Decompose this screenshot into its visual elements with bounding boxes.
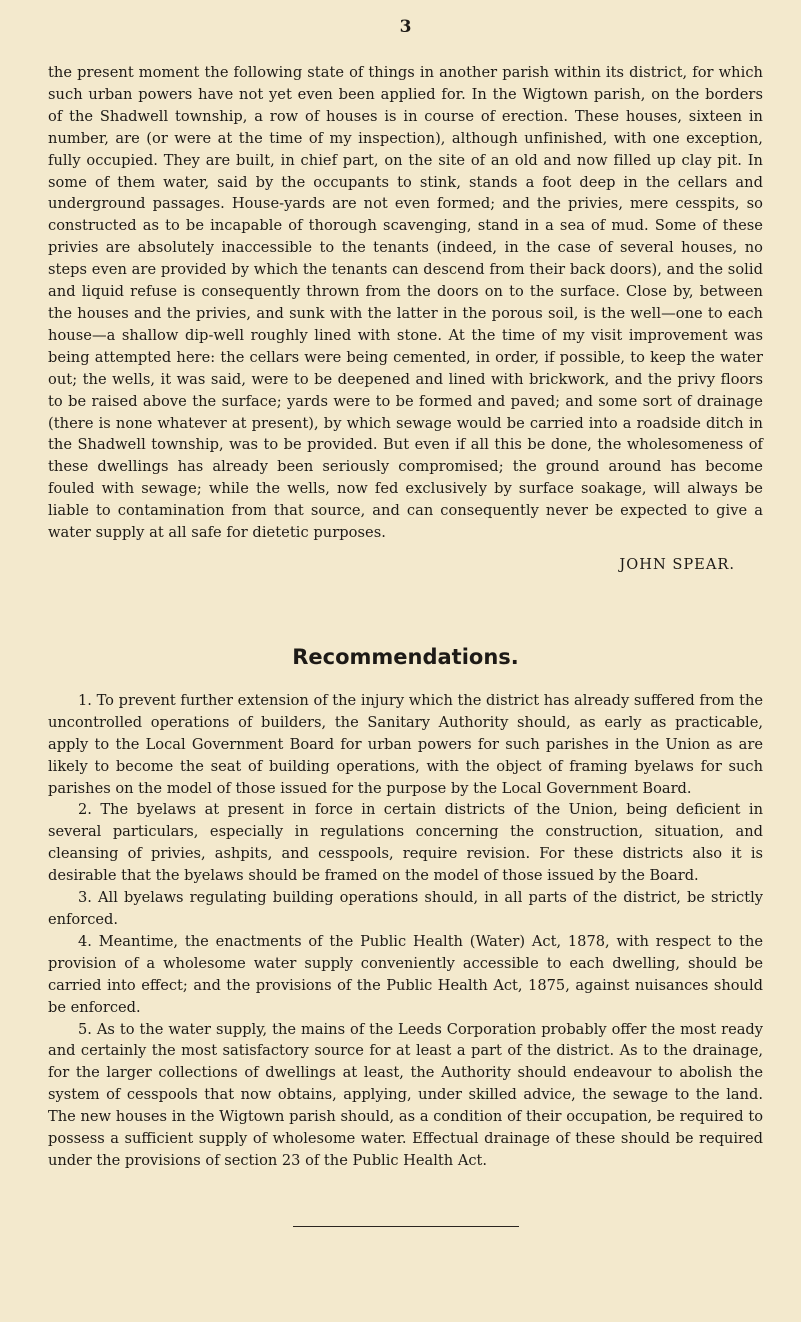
recommendation-item-4: 4. Meantime, the enactments of the Public Health (Water) Act, 1878, with respect to the provision of a wholesome water supply conveniently accessible to each dwelling, should be carried into effect; and the provisions of the Public Health Act, 1875, against nuisances should be enforced. — [48, 932, 763, 1016]
closing-rule — [293, 1226, 519, 1227]
recommendations-list — [48, 690, 763, 1172]
recommendation-item-1: 1. To prevent further extension of the injury which the district has already suffered from the uncontrolled operations of builders, the Sanitary Authority should, as early as practicable, apply to the Local Government Board for urban powers for such parishes in the Union as are likely to become the seat of building operations, with the object of framing byelaws for such parishes on the model of those issued for the purpose by the Local Government Board. — [48, 691, 763, 797]
page-number: 3 — [399, 17, 412, 37]
signature: JOHN SPEAR. — [619, 555, 735, 573]
recommendation-item-2: 2. The byelaws at present in force in certain districts of the Union, being deficient in several particulars, especially in regulations concerning the construction, situation, and cleansing of privies, ashpits, and cesspools, require revision. For these districts also it is desirable that the byelaws should be framed on the model of those issued by the Board. — [48, 801, 763, 885]
recommendation-item-5: 5. As to the water supply, the mains of the Leeds Corporation probably offer the most ready and certainly the most satisfactory source for at least a part of the district. As to the drainage, for the larger collections of dwellings at least, the Authority should endeavour to abolish the system of cesspools that now obtains, applying, under skilled advice, the sewage to the land. The new houses in the Wigtown parish should, as a condition of their occupation, be required to possess a sufficient supply of wholesome water. Effectual drainage of these should be required under the provisions of section 23 of the Public Health Act. — [48, 1020, 763, 1169]
recommendations-heading: Recommendations. — [292, 644, 519, 669]
recommendation-item-3: 3. All byelaws regulating building operations should, in all parts of the district, be strictly enforced. — [48, 889, 763, 928]
report-paragraph: the present moment the following state of things in another parish within its district, for which such urban powers have not yet even been applied for. In the Wigtown parish, on the borders of the Shadwell township, a row of houses is in course of erection. These houses, sixteen in number, are (or were at the time of my inspection), although unfinished, with one exception, fully occupied. They are built, in chief part, on the site of an old and now filled up clay pit. In some of them water, said by the occupants to stink, stands a foot deep in the cellars and underground passages. House-yards are not even formed; and the privies, mere cesspits, so constructed as to be incapable of thorough scavenging, stand in a sea of mud. Some of these privies are absolutely inaccessible to the tenants (indeed, in the case of several houses, no steps even are provided by which the tenants can descend from their back doors), and the solid and liquid refuse is consequently thrown from the doors on to the surface. Close by, between the houses and the privies, and sunk with the latter in the porous soil, is the well—one to each house—a shallow dip-well roughly lined with stone. At the time of my visit improvement was being attempted here: the cellars were being cemented, in order, if possible, to keep the water out; the wells, it was said, were to be deepened and lined with brickwork, and the privy floors to be raised above the surface; yards were to be formed and paved; and some sort of drainage (there is none whatever at present), by which sewage would be carried into a roadside ditch in the Shadwell township, was to be provided. But even if all this be done, the wholesomeness of these dwellings has already been seriously compromised; the ground around has become fouled with sewage; while the wells, now fed exclusively by surface soakage, will always be liable to contamination from that source, and can consequently never be expected to give a water supply at all safe for dietetic purposes. — [48, 64, 763, 542]
